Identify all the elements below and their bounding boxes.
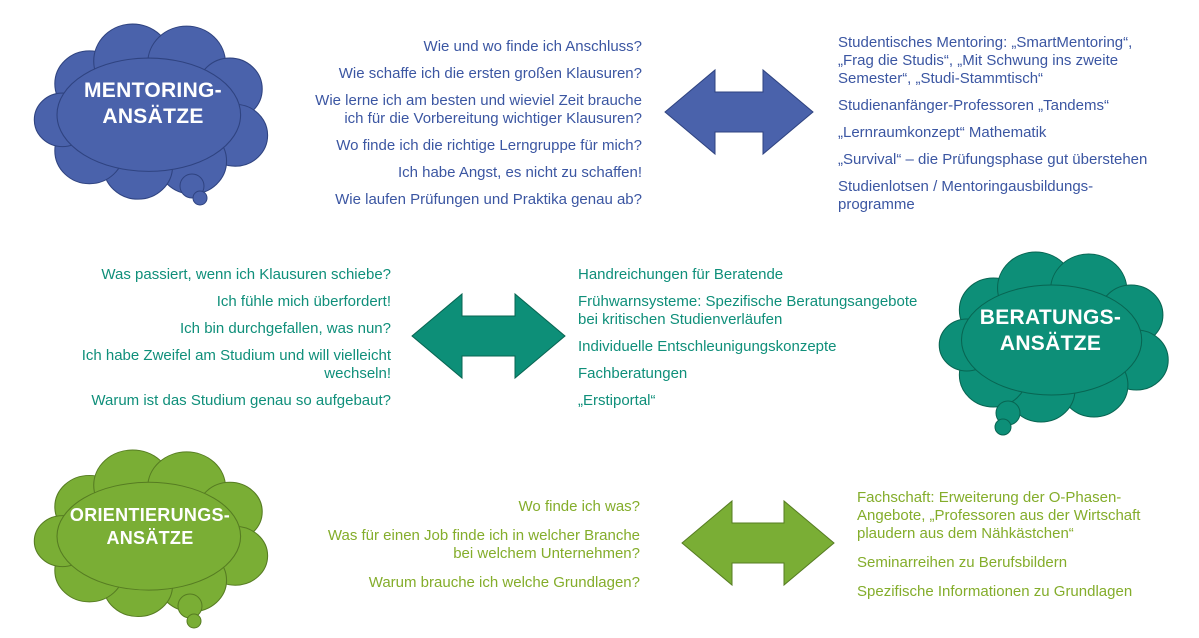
mentoring-answer: „Survival“ – die Prüfungsphase gut überstehen [838,151,1148,168]
mentoring-answer: Studienanfänger-Professoren „Tandems“ [838,97,1109,114]
mentoring-question: Wie laufen Prüfungen und Praktika genau ab? [335,191,642,208]
mentoring-question: Wie schaffe ich die ersten großen Klausuren? [338,65,642,82]
beratung-answer: Fachberatungen [578,365,688,382]
orientierung-answer: Seminarreihen zu Berufsbildern [857,554,1068,571]
orientierung-answer: Spezifische Informationen zu Grundlagen [857,583,1133,600]
orientierung-questions [260,498,640,592]
orientierung-question: Was für einen Job finde ich in welcher Branche bei welchem Unternehmen? [327,527,640,562]
orientierung-question: Wo finde ich was? [518,498,640,515]
mentoring-question: Ich habe Angst, es nicht zu schaffen! [397,164,642,181]
beratung-question: Ich bin durchgefallen, was nun? [180,320,391,337]
beratung-double-arrow [412,294,565,378]
beratung-question: Ich fühle mich überfordert! [216,293,391,310]
mentoring-question: Wo finde ich die richtige Lerngruppe für mich? [336,137,642,154]
orientierung-double-arrow [682,501,834,585]
orientierung-answers [857,489,1187,601]
mentoring-question: Wie und wo finde ich Anschluss? [423,38,642,55]
orientierung-title: ORIENTIERUNGS- ANSÄTZE [69,505,231,548]
beratung-answer: Individuelle Entschleunigungskonzepte [578,338,837,355]
beratung-questions [20,266,391,410]
mentoring-answer: Studienlotsen / Mentoringausbildungs- programme [838,178,1094,213]
mentoring-question: Wie lerne ich am besten und wieviel Zeit brauche ich für die Vorbereitung wichtiger Klausuren? [315,92,642,127]
beratung-answer: „Erstiportal“ [578,392,656,409]
beratung-question: Was passiert, wenn ich Klausuren schiebe? [101,266,391,283]
orientierung-question: Warum brauche ich welche Grundlagen? [368,574,640,591]
mentoring-questions [260,38,642,209]
beratung-answers [578,266,938,410]
beratung-answer: Frühwarnsysteme: Spezifische Beratungsangebote bei kritischen Studienverläufen [578,293,918,328]
mentoring-answer: Studentisches Mentoring: „SmartMentoring“, „Frag die Studis“, „Mit Schwung ins zweite Semester“, „Studi-Stammtisch“ [838,34,1133,87]
mentoring-title: MENTORING- ANSÄTZE [84,79,222,129]
mentoring-double-arrow [665,70,813,154]
mentoring-answer: „Lernraumkonzept“ Mathematik [838,124,1047,141]
beratung-title: BERATUNGS- ANSÄTZE [979,306,1122,356]
beratung-answer: Handreichungen für Beratende [578,266,784,283]
orientierung-answer: Fachschaft: Erweiterung der O-Phasen- Angebote, „Professoren aus der Wirtschaft plaudern aus dem Nähkästchen“ [857,489,1141,542]
beratung-question: Warum ist das Studium genau so aufgebaut? [91,392,391,409]
mentoring-answers [838,34,1188,214]
beratung-question: Ich habe Zweifel am Studium und will vielleicht wechseln! [81,347,391,382]
